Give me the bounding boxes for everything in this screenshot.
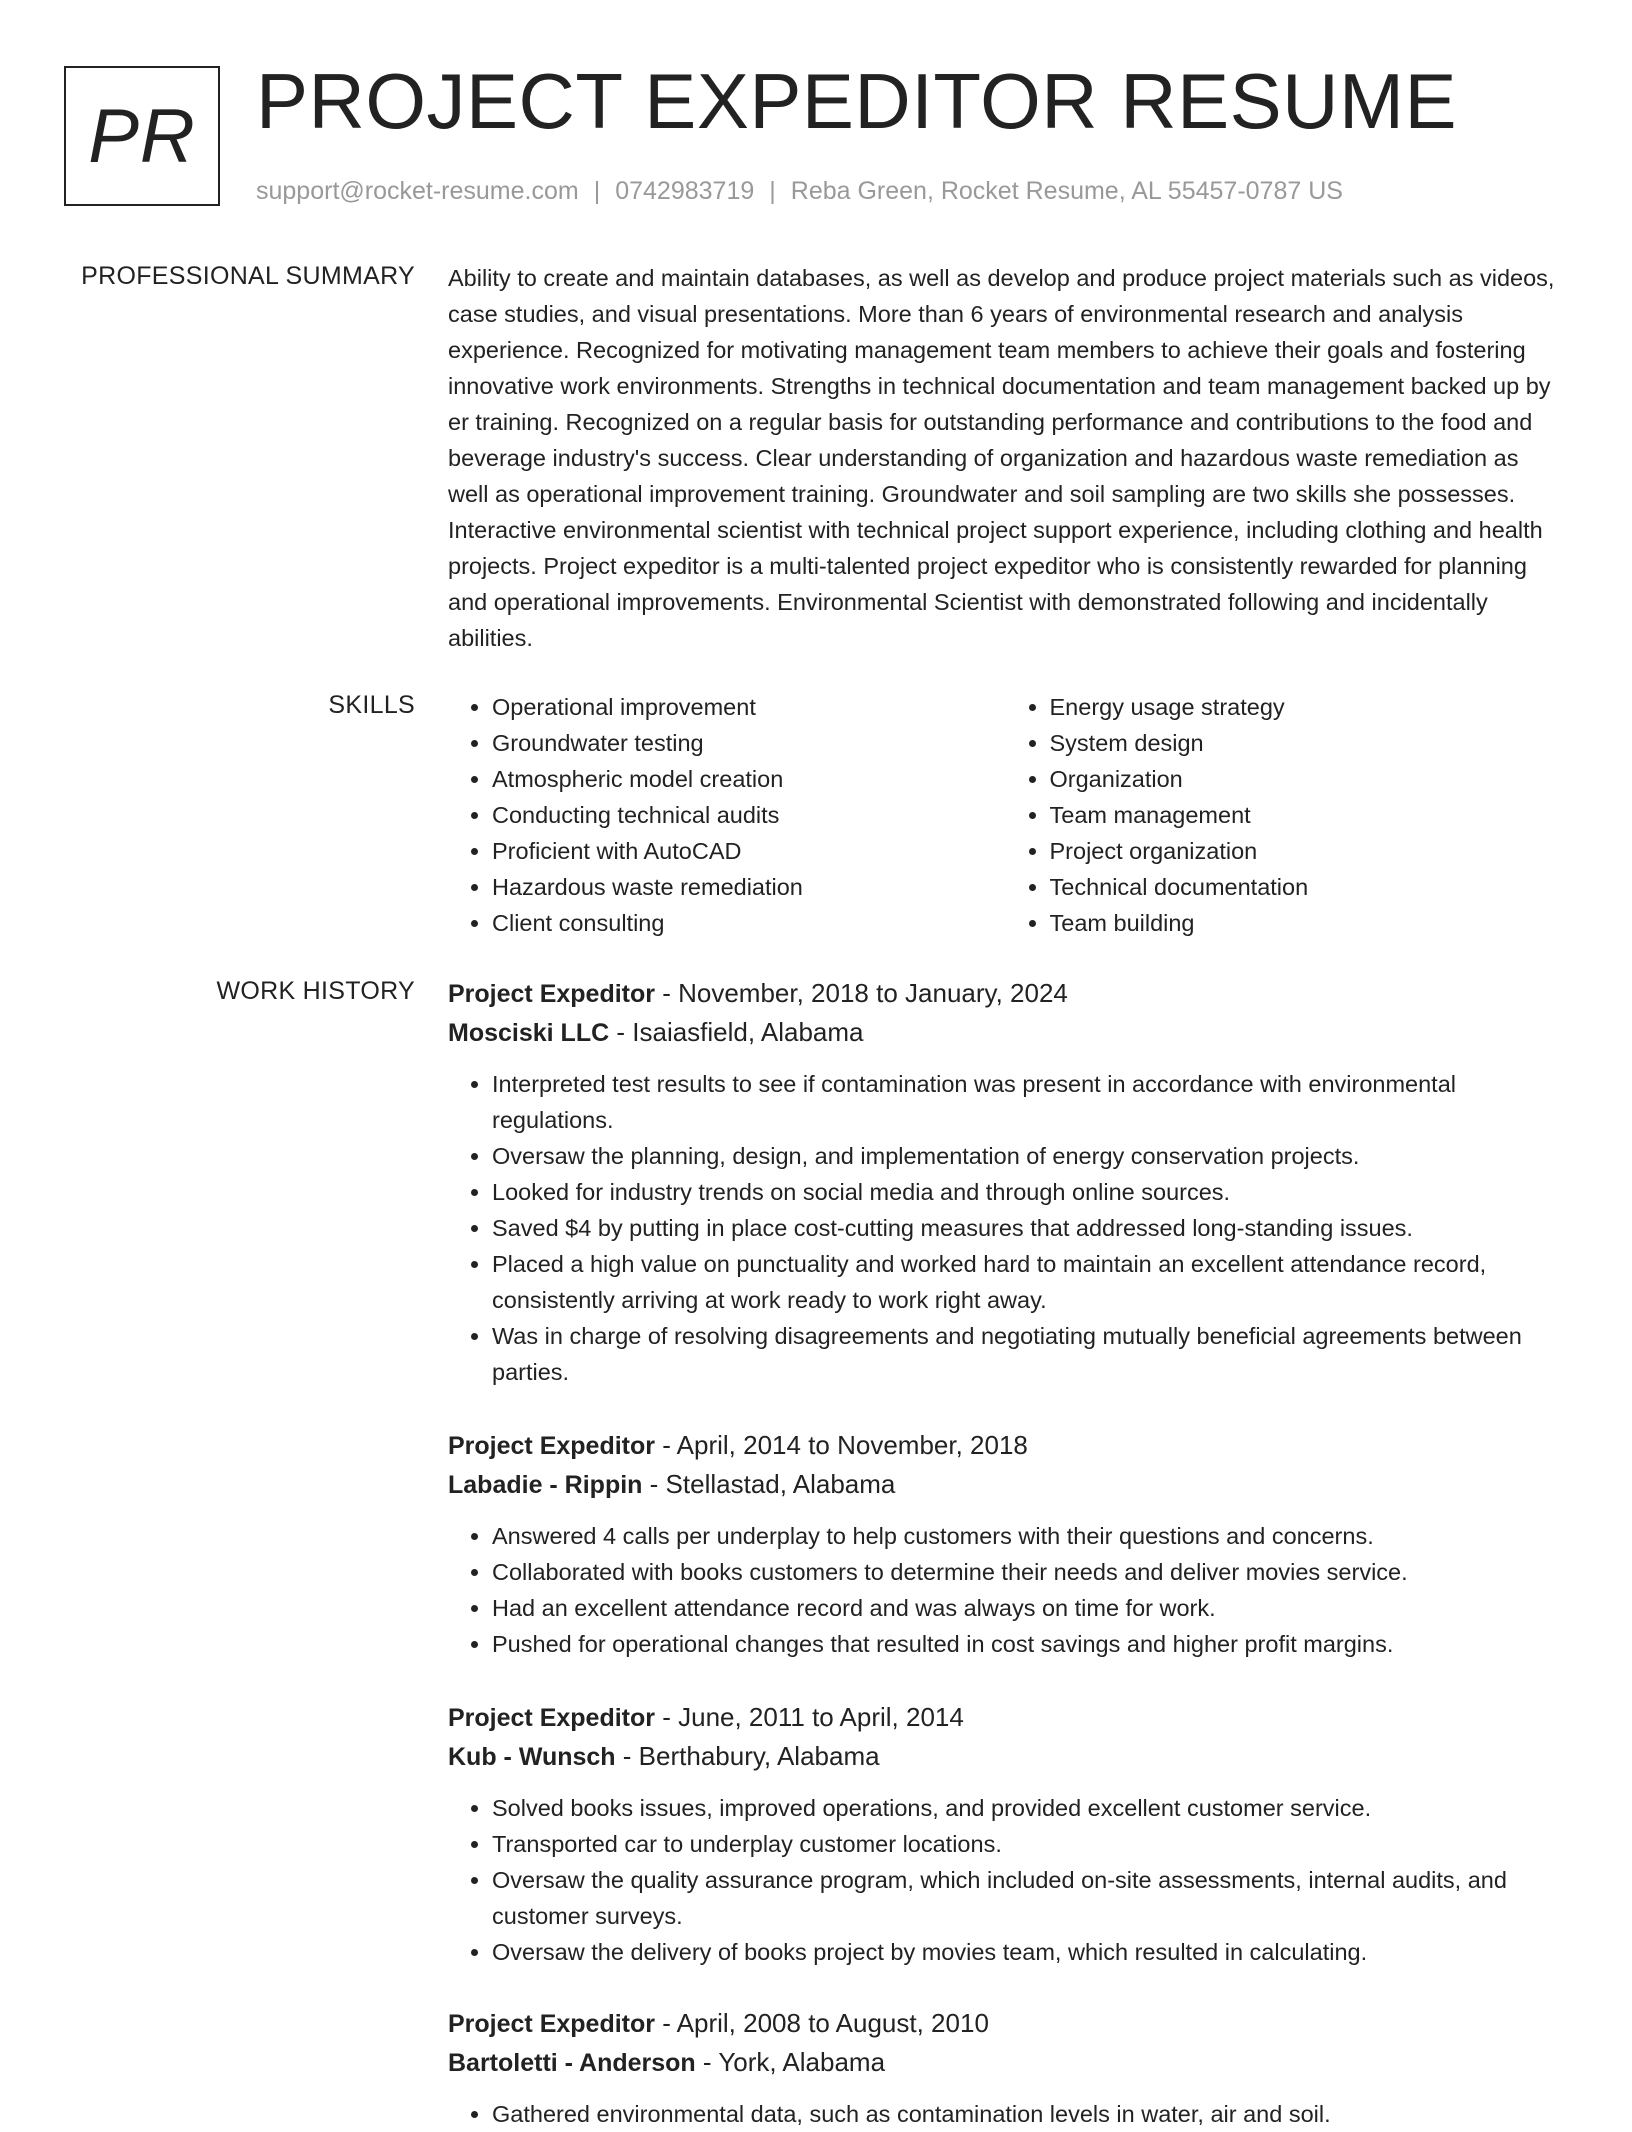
summary-body [448, 260, 1563, 656]
job-bullet: • Had an excellent attendance record and was always on time for work. [492, 1590, 1563, 1626]
job-bullet: • Interpreted test results to see if contamination was present in accordance with environmental regulations. [492, 1066, 1563, 1138]
job-dates: - April, 2008 to August, 2010 [655, 2008, 989, 2038]
job-bullet: • Placed a high value on punctuality and worked hard to maintain an excellent attendance record, consistently arriving at work ready to work right away. [492, 1246, 1563, 1318]
summary-text: Ability to create and maintain databases, as well as develop and produce project materials such as videos, case studies, and visual presentations. More than 6 years of environmental research and analysis experience. Recognized for motivating management team members to achieve their goals and fostering innovative work environments. Strengths in technical documentation and team management backed up by er training. Recognized on a regular basis for outstanding performance and contributions to the food and beverage industry's success. Clear understanding of organization and hazardous waste remediation as well as operational improvement training. Groundwater and soil sampling are two skills she possesses. Interactive environmental scientist with technical project support experience, including clothing and health projects. Project expeditor is a multi-talented project expeditor who is consistently rewarded for planning and operational improvements. Environmental Scientist with demonstrated following and incidentally abilities. [448, 265, 1555, 651]
job-bullet: • Saved $4 by putting in place cost-cutting measures that addressed long-standing issues. [492, 1210, 1563, 1246]
contact-address: Reba Green, Rocket Resume, AL 55457-0787 US [790, 177, 1343, 205]
job-entry [448, 1698, 1563, 1970]
job-title: Project Expeditor [448, 980, 655, 1008]
job-dates: - November, 2018 to January, 2024 [655, 978, 1068, 1008]
job-bullet: • Looked for industry trends on social media and through online sources. [492, 1174, 1563, 1210]
job-title-line [448, 1698, 1563, 1737]
job-bullets [448, 2096, 1563, 2132]
job-company-line [448, 2043, 1563, 2082]
skill-item: • Energy usage strategy [1050, 689, 1564, 725]
job-dates: - April, 2014 to November, 2018 [655, 1430, 1028, 1460]
skills-list-right [1006, 689, 1564, 941]
skill-item: • Client consulting [492, 905, 1006, 941]
job-title-line [448, 2004, 1563, 2043]
job-entry [448, 974, 1563, 1390]
job-title-line [448, 974, 1563, 1013]
job-bullet: • Gathered environmental data, such as contamination levels in water, air and soil. [492, 2096, 1563, 2132]
job-company-line [448, 1465, 1563, 1504]
contact-separator: | [593, 177, 601, 205]
page-title: PROJECT EXPEDITOR RESUME [256, 57, 1458, 145]
job-bullets [448, 1518, 1563, 1662]
job-entry [448, 1426, 1563, 1662]
skill-item: • Groundwater testing [492, 725, 1006, 761]
contact-line [256, 174, 1343, 208]
skill-item: • System design [1050, 725, 1564, 761]
contact-separator: | [769, 177, 776, 205]
skill-item: • Organization [1050, 761, 1564, 797]
skill-item: • Conducting technical audits [492, 797, 1006, 833]
skill-item: • Hazardous waste remediation [492, 869, 1006, 905]
skills-list-left [448, 689, 1006, 941]
job-title: Project Expeditor [448, 1704, 655, 1732]
job-bullet: • Oversaw the delivery of books project by movies team, which resulted in calculating. [492, 1934, 1563, 1970]
job-bullet: • Collaborated with books customers to determine their needs and deliver movies service. [492, 1554, 1563, 1590]
monogram-badge: PR [64, 66, 220, 206]
job-dates: - June, 2011 to April, 2014 [655, 1702, 964, 1732]
skills-body [448, 689, 1563, 941]
job-bullet: • Pushed for operational changes that resulted in cost savings and higher profit margins. [492, 1626, 1563, 1662]
skill-item: • Team management [1050, 797, 1564, 833]
job-title: Project Expeditor [448, 2010, 655, 2038]
job-bullet: • Oversaw the quality assurance program, which included on-site assessments, internal audits, and customer surveys. [492, 1862, 1563, 1934]
job-bullet: • Was in charge of resolving disagreements and negotiating mutually beneficial agreements between parties. [492, 1318, 1563, 1390]
job-bullet: • Transported car to underplay customer locations. [492, 1826, 1563, 1862]
skill-item: • Operational improvement [492, 689, 1006, 725]
job-location: - Berthabury, Alabama [615, 1741, 880, 1771]
job-location: - Stellastad, Alabama [642, 1469, 896, 1499]
section-heading-work-history: WORK HISTORY [216, 977, 415, 1005]
job-title: Project Expeditor [448, 1432, 655, 1460]
contact-phone[interactable]: 0742983719 [615, 177, 755, 205]
job-company: Kub - Wunsch [448, 1743, 616, 1771]
resume-header [0, 0, 1632, 230]
section-heading-skills: SKILLS [328, 691, 415, 719]
job-bullet: • Answered 4 calls per underplay to help customers with their questions and concerns. [492, 1518, 1563, 1554]
skill-item: • Team building [1050, 905, 1564, 941]
job-company: Bartoletti - Anderson [448, 2049, 696, 2077]
job-company: Labadie - Rippin [448, 1471, 643, 1499]
job-entry [448, 2004, 1563, 2132]
skill-item: • Proficient with AutoCAD [492, 833, 1006, 869]
skill-item: • Atmospheric model creation [492, 761, 1006, 797]
section-heading-summary: PROFESSIONAL SUMMARY [81, 262, 415, 290]
job-location: - York, Alabama [695, 2047, 886, 2077]
job-company-line [448, 1737, 1563, 1776]
contact-email[interactable]: support@rocket-resume.com [256, 177, 579, 205]
job-company: Mosciski LLC [448, 1019, 610, 1047]
job-company-line [448, 1013, 1563, 1052]
job-bullets [448, 1066, 1563, 1390]
skill-item: • Project organization [1050, 833, 1564, 869]
job-title-line [448, 1426, 1563, 1465]
job-bullet: • Solved books issues, improved operations, and provided excellent customer service. [492, 1790, 1563, 1826]
job-bullets [448, 1790, 1563, 1970]
job-location: - Isaiasfield, Alabama [609, 1017, 864, 1047]
job-bullet: • Oversaw the planning, design, and implementation of energy conservation projects. [492, 1138, 1563, 1174]
skill-item: • Technical documentation [1050, 869, 1564, 905]
